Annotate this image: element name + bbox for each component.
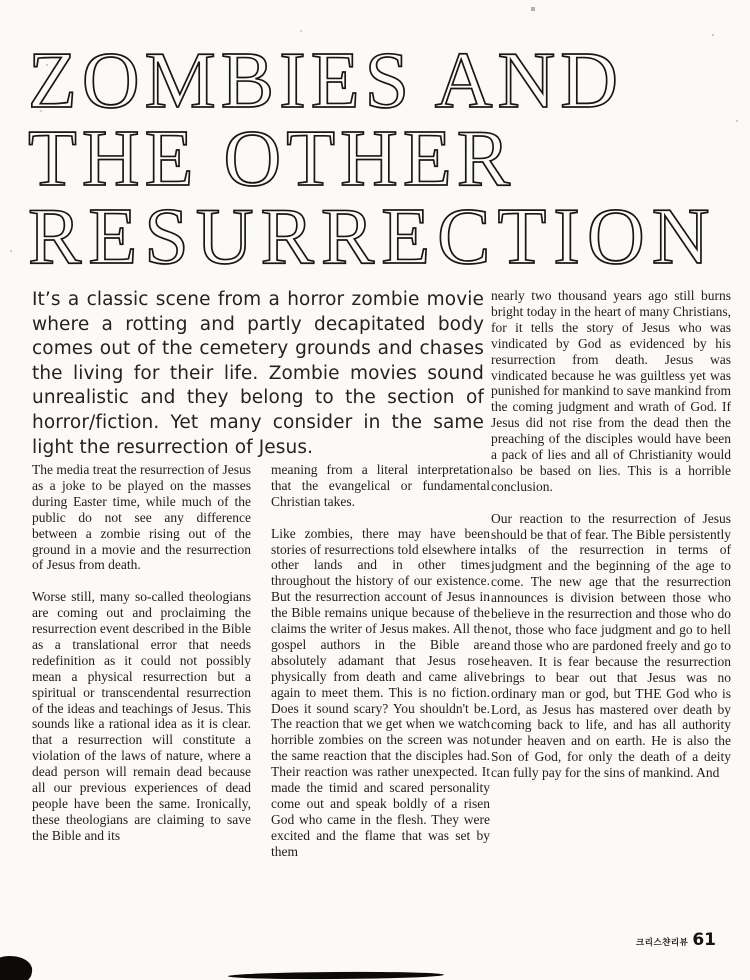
page-number: 61 [692, 930, 716, 950]
article-lead-paragraph: It’s a classic scene from a horror zombie movie where a rotting and partly decapitated body comes out of the cemetery grounds and chases the living for their life. Zombie movies sound unrealistic and they belong to the section of horror/fiction. Yet many consider in the same light the resurrection of Jesus. [32, 289, 484, 458]
column-2-paragraph-1: meaning from a literal interpretation that the evangelical or fundamental Christian takes. [271, 462, 490, 509]
article-title-line-1: ZOMBIES AND [28, 37, 624, 125]
text-column-1 [32, 462, 251, 860]
column-3-paragraph-1: nearly two thousand years ago still burns bright today in the heart of many Christians, for it tells the story of Jesus who was vindicated by God as evidenced by his resurrection from death. Jesus was vindicated because he was guiltless yet was punished for mankind to save mankind from the coming judgment and wrath of God. If Jesus did not rise from the dead then the preaching of the disciples would have been a pack of lies and all of Christianity would also be based on lies. This is a horrible conclusion. [491, 288, 731, 494]
magazine-name: 크리스챤리뷰 [636, 938, 689, 948]
article-title-line-2: THE OTHER [28, 115, 516, 203]
column-2-paragraph-2: Like zombies, there may have been stories of resurrections told elsewhere in other lands and in other times throughout the history of our existence. But the resurrection account of Jesus in the Bible remains unique because of the claims the writer of Jesus makes. All the gospel authors in the Bible are absolutely adamant that Jesus rose physically from death and came alive again to meet them. This is no fiction. Does it sound scary? You shouldn't be. The reaction that we get when we watch horrible zombies on the screen was not the same reaction that the disciples had. Their reaction was rather unexpected. It made the timid and scared personality come out and speak boldly of a risen God who came in the flesh. They were excited and the flame that was set by them [271, 525, 490, 859]
scan-artifact-bar [228, 971, 444, 980]
column-3-paragraph-2: Our reaction to the resurrection of Jesus should be that of fear. The Bible persistently talks of the resurrection in terms of judgment and the beginning of the age to come. The new age that the resurrection announces is division between those who believe in the resurrection and those who do not, those who face judgment and go to hell and those who are pardoned freely and go to heaven. It is fear because the resurrection brings to bear out that Jesus was no ordinary man or god, but THE God who is Lord, as Jesus has mastered over death by coming back to life, and has all authority under heaven and on earth. He is also the Son of God, for only the death of a deity can fully pay for the sins of mankind. And [491, 510, 731, 781]
article-title [28, 37, 738, 281]
scan-artifact-blob [0, 953, 34, 980]
text-column-3 [491, 288, 731, 797]
column-1-paragraph-2: Worse still, many so-called theologians are coming out and proclaiming the resurrection event described in the Bible as a translational error that needs redefinition as it could not possibly mean a physical resurrection but a spiritual or transcendental resurrection of the ideas and teachings of Jesus. This sounds like a rational idea as it is clear. that a resurrection will constitute a violation of the laws of nature, where a dead person will remain dead because all our previous experiences of dead people have been the same. Ironically, these theologians are claiming to save the Bible and its [32, 589, 251, 843]
scan-speckles [0, 0, 2, 2]
column-1-paragraph-1: The media treat the resurrection of Jesus as a joke to be played on the masses during Easter time, while much of the public do not see any difference between a zombie rising out of the ground in a movie and the resurrection of Jesus from death. [32, 462, 251, 573]
article-title-line-3: RESURRECTION [28, 193, 717, 281]
text-column-2 [271, 462, 490, 876]
page-footer [636, 930, 716, 950]
